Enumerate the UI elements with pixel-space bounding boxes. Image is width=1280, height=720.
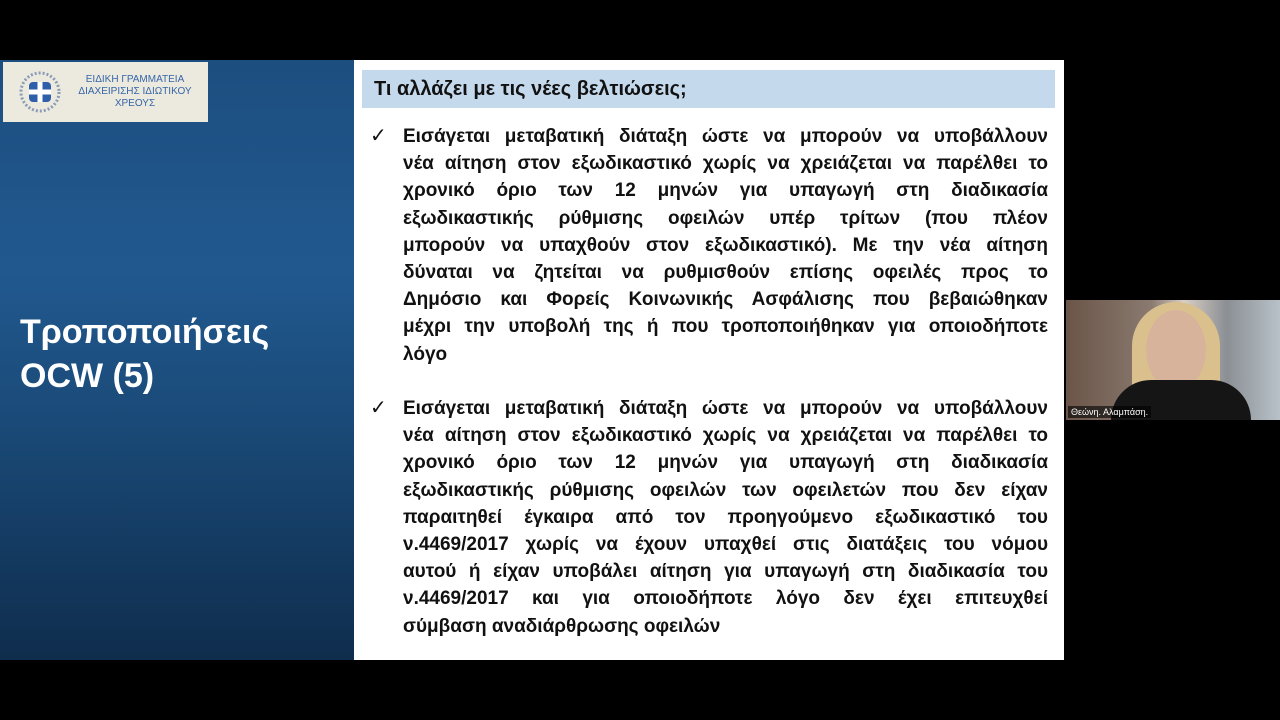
bullet-text-line: ν.4469/2017 χωρίς να έχουν υπαχθεί στις διατάξεις του νόμου bbox=[403, 533, 1048, 555]
bullet-text bbox=[403, 123, 1048, 368]
bullet-text-line: εξωδικαστικής ρύθμισης οφειλών των οφειλετών που δεν είχαν bbox=[403, 479, 1048, 501]
logo-text-line: ΧΡΕΟΥΣ bbox=[114, 98, 156, 109]
webcam-video bbox=[1066, 300, 1280, 420]
logo-text-line: ΕΙΔΙΚΗ ΓΡΑΜΜΑΤΕΙΑ bbox=[85, 74, 185, 85]
section-header bbox=[362, 70, 1055, 108]
webcam-face bbox=[1146, 310, 1206, 390]
bullet-text-line: Δημόσιο και Φορείς Κοινωνικής Ασφάλισης που βεβαιώθηκαν bbox=[403, 289, 1048, 311]
slide-title-line: OCW (5) bbox=[20, 357, 155, 395]
checkmark-icon: ✓ bbox=[370, 397, 387, 419]
bullet-text-line: χρονικό όριο των 12 μηνών για υπαγωγή στη διαδικασία bbox=[403, 180, 1048, 202]
slide-left-panel bbox=[0, 60, 354, 660]
bullet-text bbox=[403, 395, 1048, 640]
bullet-text-line: παραιτηθεί έγκαιρα από τον προηγούμενο εξωδικαστικό του bbox=[403, 506, 1048, 528]
slide-title-line: Τροποποιήσεις bbox=[20, 313, 270, 351]
bullet-text-line: ν.4469/2017 και για οποιοδήποτε λόγο δεν έχει επιτευχθεί bbox=[403, 588, 1048, 610]
participant-name: Θεώνη. Αλαμπάση. bbox=[1068, 406, 1151, 418]
logo-text-line: ΔΙΑΧΕΙΡΙΣΗΣ ΙΔΙΩΤΙΚΟΥ bbox=[78, 86, 192, 97]
bullet-text-line: δύναται να ζητείται να ρυθμισθούν επίσης οφειλές προς το bbox=[403, 261, 1048, 283]
bullet-text-line: μέχρι την υποβολή της ή που τροποποιήθηκαν για οποιοδήποτε bbox=[403, 316, 1048, 338]
bullet-text-line: χρονικό όριο των 12 μηνών για υπαγωγή στη διαδικασία bbox=[403, 452, 1048, 474]
bullet-text-line: μπορούν να υπαχθούν στον εξωδικαστικό). Με την νέα αίτηση bbox=[403, 234, 1048, 256]
checkmark-icon: ✓ bbox=[370, 125, 387, 147]
slide-title bbox=[20, 310, 269, 398]
bullet-text-line: εξωδικαστικής ρύθμισης οφειλών υπέρ τρίτων (που πλέον bbox=[403, 207, 1048, 229]
bullet-text-line: σύμβαση αναδιάρθρωσης οφειλών bbox=[403, 615, 721, 637]
section-header-text: Τι αλλάζει με τις νέες βελτιώσεις; bbox=[374, 78, 687, 100]
presentation-slide bbox=[0, 60, 1064, 660]
bullet-text-line: Εισάγεται μεταβατική διάταξη ώστε να μπορούν να υποβάλλουν bbox=[403, 398, 1048, 419]
bullet-text-line: Εισάγεται μεταβατική διάταξη ώστε να μπορούν να υποβάλλουν bbox=[403, 126, 1048, 147]
bullet-text-line: αυτού ή είχαν υποβάλει αίτηση για υπαγωγή στη διαδικασία του bbox=[403, 561, 1048, 583]
bullet-text-line: νέα αίτηση στον εξωδικαστικό χωρίς να χρειάζεται να παρέλθει το bbox=[403, 153, 1048, 175]
bullet-text-line: νέα αίτηση στον εξωδικαστικό χωρίς να χρειάζεται να παρέλθει το bbox=[403, 425, 1048, 447]
bullet-text-line: λόγο bbox=[403, 343, 448, 365]
logo bbox=[3, 62, 208, 122]
greek-emblem-icon bbox=[19, 71, 61, 113]
